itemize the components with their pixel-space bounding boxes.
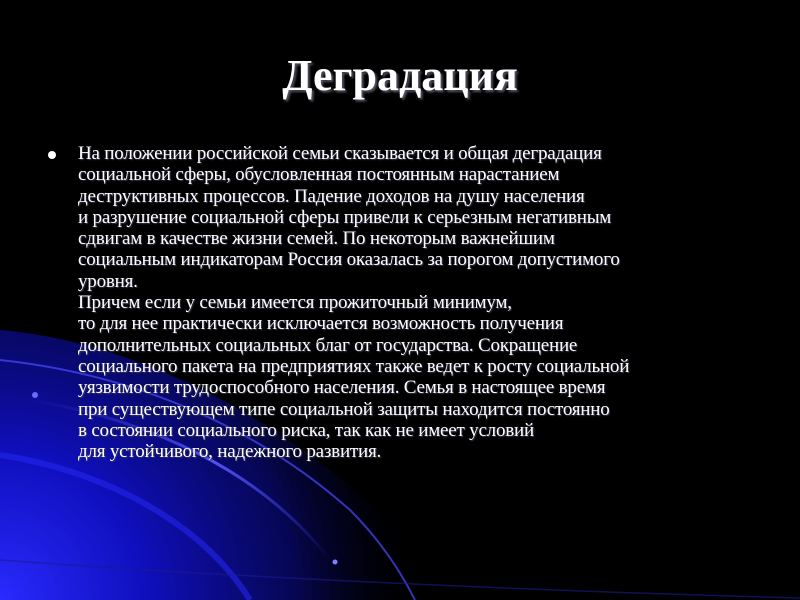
body-line: то для нее практически исключается возможность получения <box>78 313 564 335</box>
bullet-dot-icon <box>48 151 56 159</box>
body-line: На положении российской семьи сказывается и общая деградация <box>78 143 602 164</box>
body-line: уровня. <box>78 270 138 292</box>
body-line: в состоянии социального риска, так как не имеет условий <box>78 419 534 441</box>
body-line: социального пакета на предприятиях также ведет к росту социальной <box>78 355 630 377</box>
body-line: социальным индикаторам Россия оказалась за порогом допустимого <box>78 249 620 271</box>
body-line: сдвигам в качестве жизни семей. По некоторым важнейшим <box>78 228 555 250</box>
body-line: деструктивных процессов. Падение доходов на душу населения <box>78 185 585 207</box>
body-line: при существующем типе социальной защиты находится постоянно <box>78 398 610 420</box>
sparkle-dot <box>32 392 38 398</box>
bullet-item <box>44 143 764 462</box>
body-line: Причем если у семьи имеется прожиточный минимум, <box>78 292 512 314</box>
slide-title: Деградация <box>282 51 518 100</box>
body-line: уязвимости трудоспособного населения. Семья в настоящее время <box>78 377 606 399</box>
bullet-list <box>44 143 764 462</box>
body-line: для устойчивого, надежного развития. <box>78 441 382 463</box>
sparkle-dot <box>333 560 338 565</box>
body-line: и разрушение социальной сферы привели к серьезным негативным <box>78 206 612 228</box>
bullet-text <box>78 143 764 462</box>
body-line: дополнительных социальных благ от государства. Сокращение <box>78 334 578 356</box>
body-line: социальной сферы, обусловленная постоянным нарастанием <box>78 164 560 186</box>
